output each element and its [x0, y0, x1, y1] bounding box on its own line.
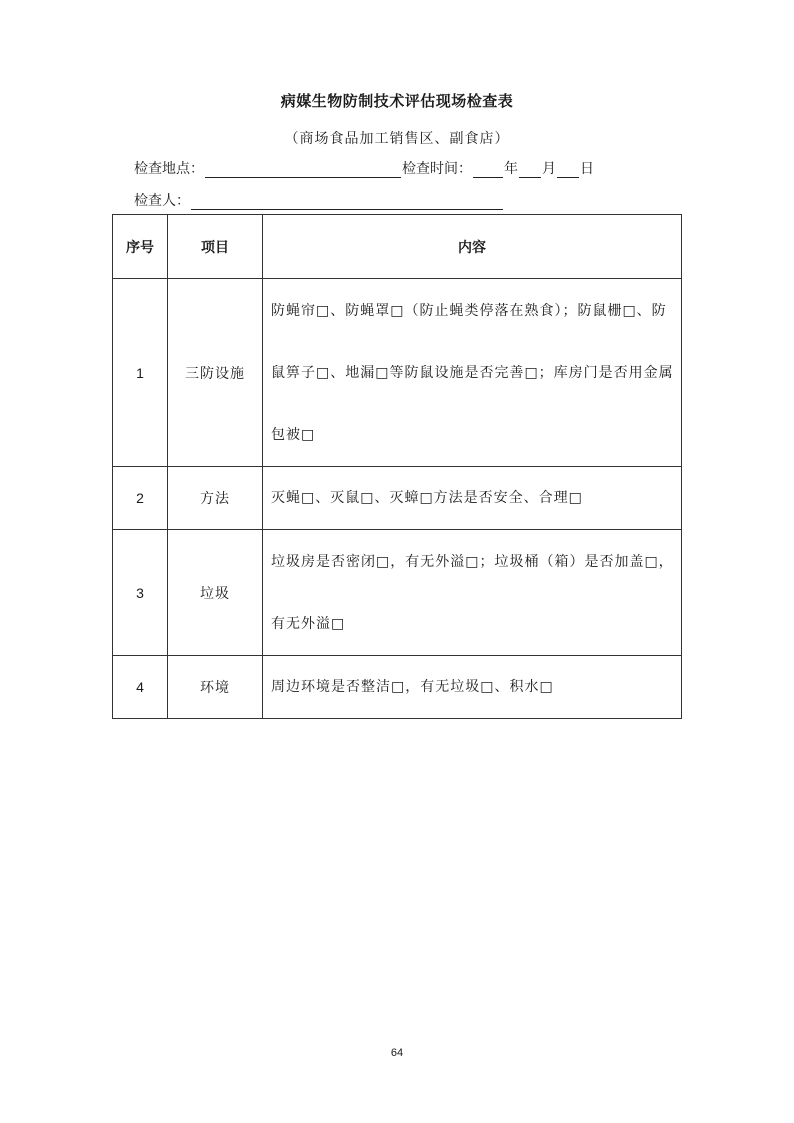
- inspector-field[interactable]: [191, 191, 503, 210]
- inspection-year-field[interactable]: [473, 159, 503, 178]
- header-item: 项目: [168, 215, 263, 279]
- row-item: 三防设施: [168, 279, 263, 467]
- row-number: 3: [113, 530, 168, 656]
- inspection-location-time-line: [134, 158, 594, 178]
- inspector-label: 检查人：: [134, 193, 190, 209]
- row-item: 垃圾: [168, 530, 263, 656]
- page-number: 64: [390, 1047, 404, 1059]
- row-content: 灭蝇□、灭鼠□、灭蟑□方法是否安全、合理□: [263, 467, 682, 530]
- row-item: 环境: [168, 656, 263, 719]
- row-content: 垃圾房是否密闭□，有无外溢□；垃圾桶（箱）是否加盖□，有无外溢□: [263, 530, 682, 656]
- inspector-line: [134, 190, 504, 210]
- inspection-table: [112, 214, 682, 719]
- row-number: 1: [113, 279, 168, 467]
- table-row: [113, 279, 682, 467]
- table-row: [113, 530, 682, 656]
- inspection-day-field[interactable]: [557, 159, 579, 178]
- row-number: 4: [113, 656, 168, 719]
- inspection-month-field[interactable]: [519, 159, 541, 178]
- row-number: 2: [113, 467, 168, 530]
- month-label: 月: [542, 161, 556, 177]
- inspection-location-field[interactable]: [205, 159, 401, 178]
- header-content: 内容: [263, 215, 682, 279]
- table-row: [113, 656, 682, 719]
- inspection-time-label: 检查时间：: [402, 161, 472, 177]
- year-label: 年: [504, 161, 518, 177]
- form-subtitle: （商场食品加工销售区、副食店）: [284, 131, 510, 147]
- table-row: [113, 467, 682, 530]
- row-item: 方法: [168, 467, 263, 530]
- table-header-row: [113, 215, 682, 279]
- row-content: 防蝇帘□、防蝇罩□（防止蝇类停落在熟食）；防鼠栅□、防鼠箅子□、地漏□等防鼠设施是否完善□；库房门是否用金属包被□: [263, 279, 682, 467]
- header-no: 序号: [113, 215, 168, 279]
- form-title: 病媒生物防制技术评估现场检查表: [280, 92, 514, 110]
- inspection-location-label: 检查地点：: [134, 161, 204, 177]
- row-content: 周边环境是否整洁□，有无垃圾□、积水□: [263, 656, 682, 719]
- day-label: 日: [580, 161, 594, 177]
